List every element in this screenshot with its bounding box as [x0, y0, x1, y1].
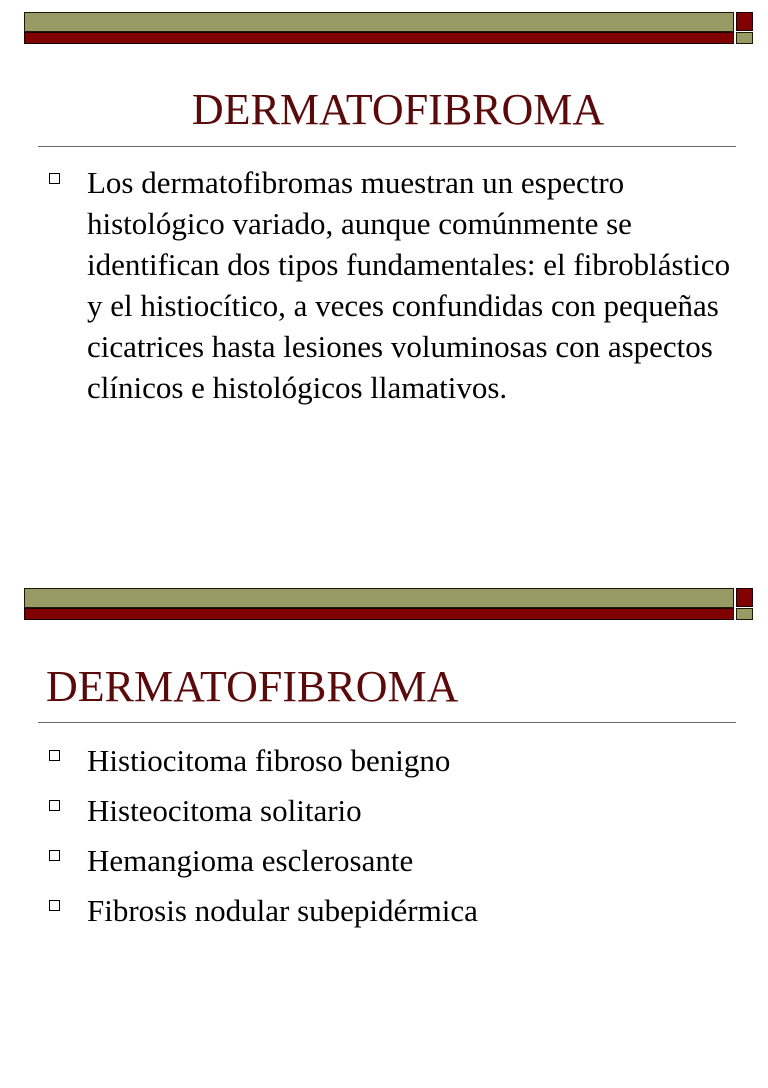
- hollow-square-bullet-icon: [49, 850, 60, 861]
- slide-title: DERMATOFIBROMA: [46, 662, 459, 711]
- banner-olive-bar: [24, 588, 734, 608]
- bullet-item: [0, 162, 740, 408]
- hollow-square-bullet-icon: [49, 173, 60, 184]
- bullet-text: Histiocitoma fibroso benigno: [87, 743, 451, 778]
- banner-corner-square-top: [736, 588, 753, 607]
- bullet-item: [0, 786, 740, 836]
- banner-corner-square-bottom: [736, 32, 753, 44]
- banner-maroon-bar: [24, 32, 734, 44]
- bullet-item: [0, 736, 740, 786]
- bullet-text: Fibrosis nodular subepidérmica: [87, 893, 478, 928]
- bullet-item: [0, 836, 740, 886]
- bullet-text: Los dermatofibromas muestran un espectro histológico variado, aunque comúnmente se identifican dos tipos fundamentales: el fibroblástico y el histiocítico, a veces confundidas con pequeñas cicatrices hasta lesiones voluminosas con aspectos clínicos e histológicos llamativos.: [87, 165, 731, 405]
- banner-corner-square-top: [736, 12, 753, 31]
- bullet-list: [0, 736, 740, 936]
- bullet-text: Histeocitoma solitario: [87, 793, 362, 828]
- slide-header-banner: [24, 588, 754, 621]
- banner-olive-bar: [24, 12, 734, 32]
- banner-maroon-bar: [24, 608, 734, 620]
- slide-title: DERMATOFIBROMA: [191, 85, 605, 134]
- title-divider: [38, 722, 736, 723]
- slide-2: [0, 576, 768, 1088]
- hollow-square-bullet-icon: [49, 900, 60, 911]
- bullet-item: [0, 886, 740, 936]
- banner-corner-square-bottom: [736, 608, 753, 620]
- bullet-list: [0, 162, 740, 408]
- slide-1: [0, 0, 768, 512]
- hollow-square-bullet-icon: [49, 800, 60, 811]
- hollow-square-bullet-icon: [49, 750, 60, 761]
- bullet-text: Hemangioma esclerosante: [87, 843, 414, 878]
- slide-header-banner: [24, 12, 754, 45]
- title-divider: [38, 146, 736, 147]
